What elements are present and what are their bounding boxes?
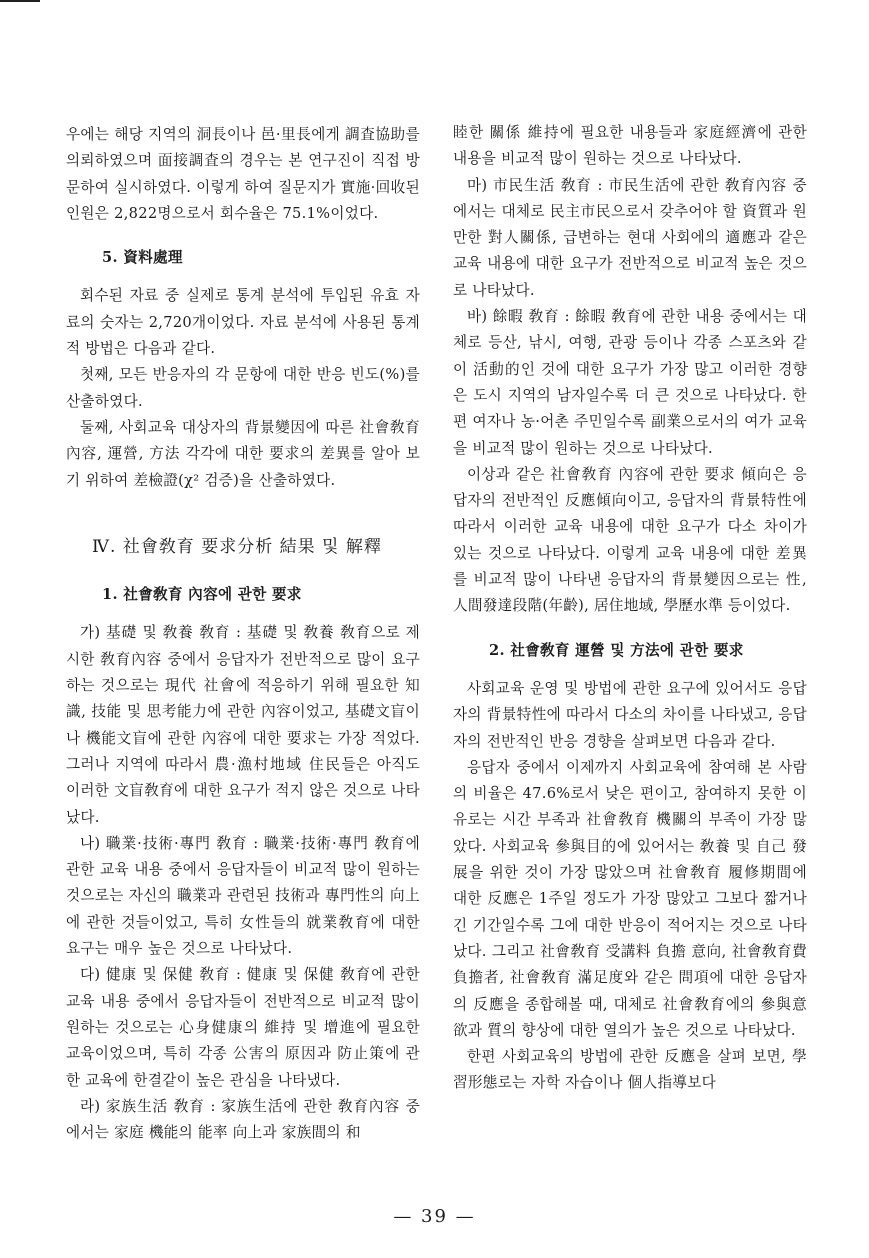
section-heading: Ⅳ. 社會敎育 要求分析 結果 및 解釋: [92, 536, 382, 557]
paragraph: 睦한 關係 維持에 필요한 내용들과 家庭經濟에 관한 내용을 비교적 많이 원하는 것으로 나타났다.: [453, 124, 807, 168]
subsection-heading: 5. 資料處理: [102, 249, 183, 267]
subsection-heading: 2. 社會敎育 運營 및 方法에 관한 要求: [489, 641, 744, 659]
paragraph: 응답자 중에서 이제까지 사회교육에 참여해 본 사람의 비율은 47.6%로서 낮은 편이고, 참여하지 못한 이유로는 시간 부족과 社會敎育 機關의 부족이 가장 많았다. 사회교육 參與目的에 있어서는 敎養 및 自己 發展을 위한 것이 가장 많았으며 社會敎育 履修期間에 대한 反應은 1주일 정도가 가장 많았고 그보다 짧거나 긴 기간일수록 그에 대한 반응이 적어지는 것으로 나타났다. 그리고 社會敎育 受講料 負擔 意向, 社會敎育費 負擔者, 社會敎育 滿足度와 같은 問項에 대한 응답자의 反應을 종합해볼 때, 대체로 社會敎育에의 參與意欲과 質의 향상에 대한 열의가 높은 것으로 나타났다.: [453, 758, 807, 1039]
paragraph: 사회교육 운영 및 방법에 관한 요구에 있어서도 응답자의 背景特性에 따라서 다소의 차이를 나타냈고, 응답자의 전반적인 반응 경향을 살펴보면 다음과 같다.: [453, 679, 807, 750]
paragraph: 첫째, 모든 반응자의 각 문항에 대한 반응 빈도(%)를 산출하였다.: [66, 366, 420, 410]
paragraph: 라) 家族生活 敎育 : 家族生活에 관한 敎育內容 중에서는 家庭 機能의 能率 向上과 家族間의 和: [66, 1097, 420, 1142]
paragraph: 우에는 해당 지역의 洞長이나 邑·里長에게 調査協助를 의뢰하였으며 面接調査의 경우는 본 연구진이 직접 방문하여 실시하였다. 이렇게 하여 질문지가 實施·回收된 인원은 2,822명으로서 회수율은 75.1%이었다.: [66, 126, 420, 222]
paragraph: 다) 健康 및 保健 敎育 : 健康 및 保健 敎育에 관한 교육 내용 중에서 응답자들이 전반적으로 비교적 많이 원하는 것으로는 心身健康의 維持 및 增進에 필요한 교육이었으며, 특히 각종 公害의 原因과 防止策에 관한 교육에 한결같이 높은 관심을 나타냈다.: [66, 966, 420, 1089]
paragraph: 가) 基礎 및 敎養 敎育 : 基礎 및 敎養 敎育으로 제시한 敎育內容 중에서 응답자가 전반적으로 많이 요구하는 것으로는 現代 社會에 적응하기 위해 필요한 知識, 技能 및 思考能力에 관한 內容이었고, 基礎文盲이나 機能文盲에 관한 內容에 대한 要求는 가장 적었다. 그러나 지역에 따라서 農·漁村地域 住民들은 아직도 이러한 文盲敎育에 대한 요구가 적지 않은 것으로 나타났다.: [66, 624, 420, 826]
paragraph: 나) 職業·技術·專門 敎育 : 職業·技術·專門 敎育에 관한 교육 내용 중에서 응답자들이 비교적 많이 원하는 것으로는 자신의 職業과 관련된 技術과 專門性의 向上에 관한 것들이었고, 특히 女性들의 就業敎育에 대한 요구는 매우 높은 것으로 나타났다.: [66, 834, 420, 958]
paragraph: 마) 市民生活 敎育 : 市民生活에 관한 敎育內容 중에서는 대체로 民主市民으로서 갖추어야 할 資質과 원만한 對人關係, 급변하는 현대 사회에의 適應과 같은 교육 내용에 대한 요구가 전반적으로 비교적 높은 것으로 나타났다.: [453, 176, 807, 299]
left-column: [66, 122, 420, 1146]
subsection-heading: 1. 社會敎育 內容에 관한 要求: [102, 586, 302, 604]
page-number: — 39 —: [393, 1206, 476, 1227]
right-column: [453, 120, 807, 1097]
paragraph: 한편 사회교육의 방법에 관한 反應을 살펴 보면, 學習形態로는 자학 자습이나 個人指導보다: [453, 1048, 807, 1092]
paragraph: 바) 餘暇 敎育 : 餘暇 敎育에 관한 내용 중에서는 대체로 등산, 낚시, 여행, 관광 등이나 각종 스포츠와 같이 活動的인 것에 대한 요구가 가장 많고 이러한 경향은 도시 지역의 남자일수록 더 큰 것으로 나타났다. 한편 여자나 농·어촌 주민일수록 副業으로서의 여가 교육을 비교적 많이 원하는 것으로 나타났다.: [453, 308, 807, 457]
paragraph: 회수된 자료 중 실제로 통계 분석에 투입된 유효 자료의 숫자는 2,720개이었다. 자료 분석에 사용된 통계적 방법은 다음과 같다.: [66, 287, 420, 358]
corner-rule: [0, 0, 40, 2]
paragraph: 둘째, 사회교육 대상자의 背景變因에 따른 社會敎育 內容, 運營, 方法 각각에 대한 要求의 差異를 알아 보기 위하여 差檢證(χ² 검증)을 산출하였다.: [66, 418, 420, 489]
paragraph: 이상과 같은 社會敎育 內容에 관한 要求 傾向은 응답자의 전반적인 反應傾向이고, 응답자의 背景特性에 따라서 이러한 교육 내용에 대한 요구가 다소 차이가 있는 것으로 나타났다. 이렇게 교육 내용에 대한 差異를 비교적 많이 나타낸 응답자의 背景變因으로는 性, 人間發達段階(年齡), 居住地域, 學歷水準 등이었다.: [453, 465, 807, 615]
